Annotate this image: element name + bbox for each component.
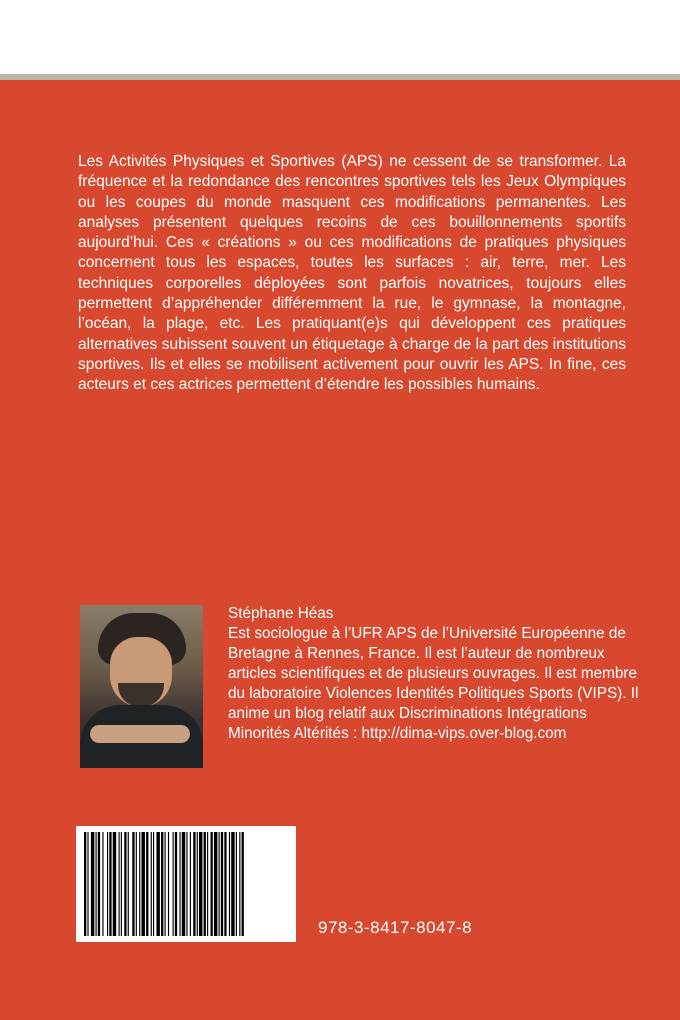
author-photo: [80, 605, 203, 768]
author-bio-block: [228, 604, 648, 744]
top-margin: [0, 0, 680, 74]
barcode-bars: [84, 832, 288, 936]
author-name: Stéphane Héas: [228, 605, 334, 622]
barcode: [76, 826, 296, 942]
book-blurb: Les Activités Physiques et Sportives (APS) ne cessent de se transformer. La fréquence et la redondance des rencontres sportives tels les Jeux Olympiques ou les coupes du monde masquent ces modifications permanentes. Les analyses présentent quelques recoins de ces bouillonnements sportifs aujourd’hui. Ces « créations » ou ces modifications de pratiques physiques concernent tous les espaces, toutes les surfaces : air, terre, mer. Les techniques corporelles déployées sont parfois novatrices, toujours elles permettent d’appréhender différemment la rue, le gymnase, la montagne, l’océan, la plage, etc. Les pratiquant(e)s qui développent ces pratiques alternatives subissent souvent un étiquetage à charge de la part des institutions sportives. Ils et elles se mobilisent activement pour ouvrir les APS. In fine, ces acteurs et ces actrices permettent d’étendre les possibles humains.: [78, 153, 626, 394]
author-bio: Est sociologue à l’UFR APS de l’Université Européenne de Bretagne à Rennes, France. Il est l’auteur de nombreux articles scientifiques et de plusieurs ouvrages. Il est membre du laboratoire Violences Identités Politiques Sports (VIPS). Il anime un blog relatif aux Discriminations Intégrations Minorités Altérités : http://dima-vips.over-blog.com: [228, 625, 639, 742]
isbn-number: 978-3-8417-8047-8: [318, 918, 473, 937]
